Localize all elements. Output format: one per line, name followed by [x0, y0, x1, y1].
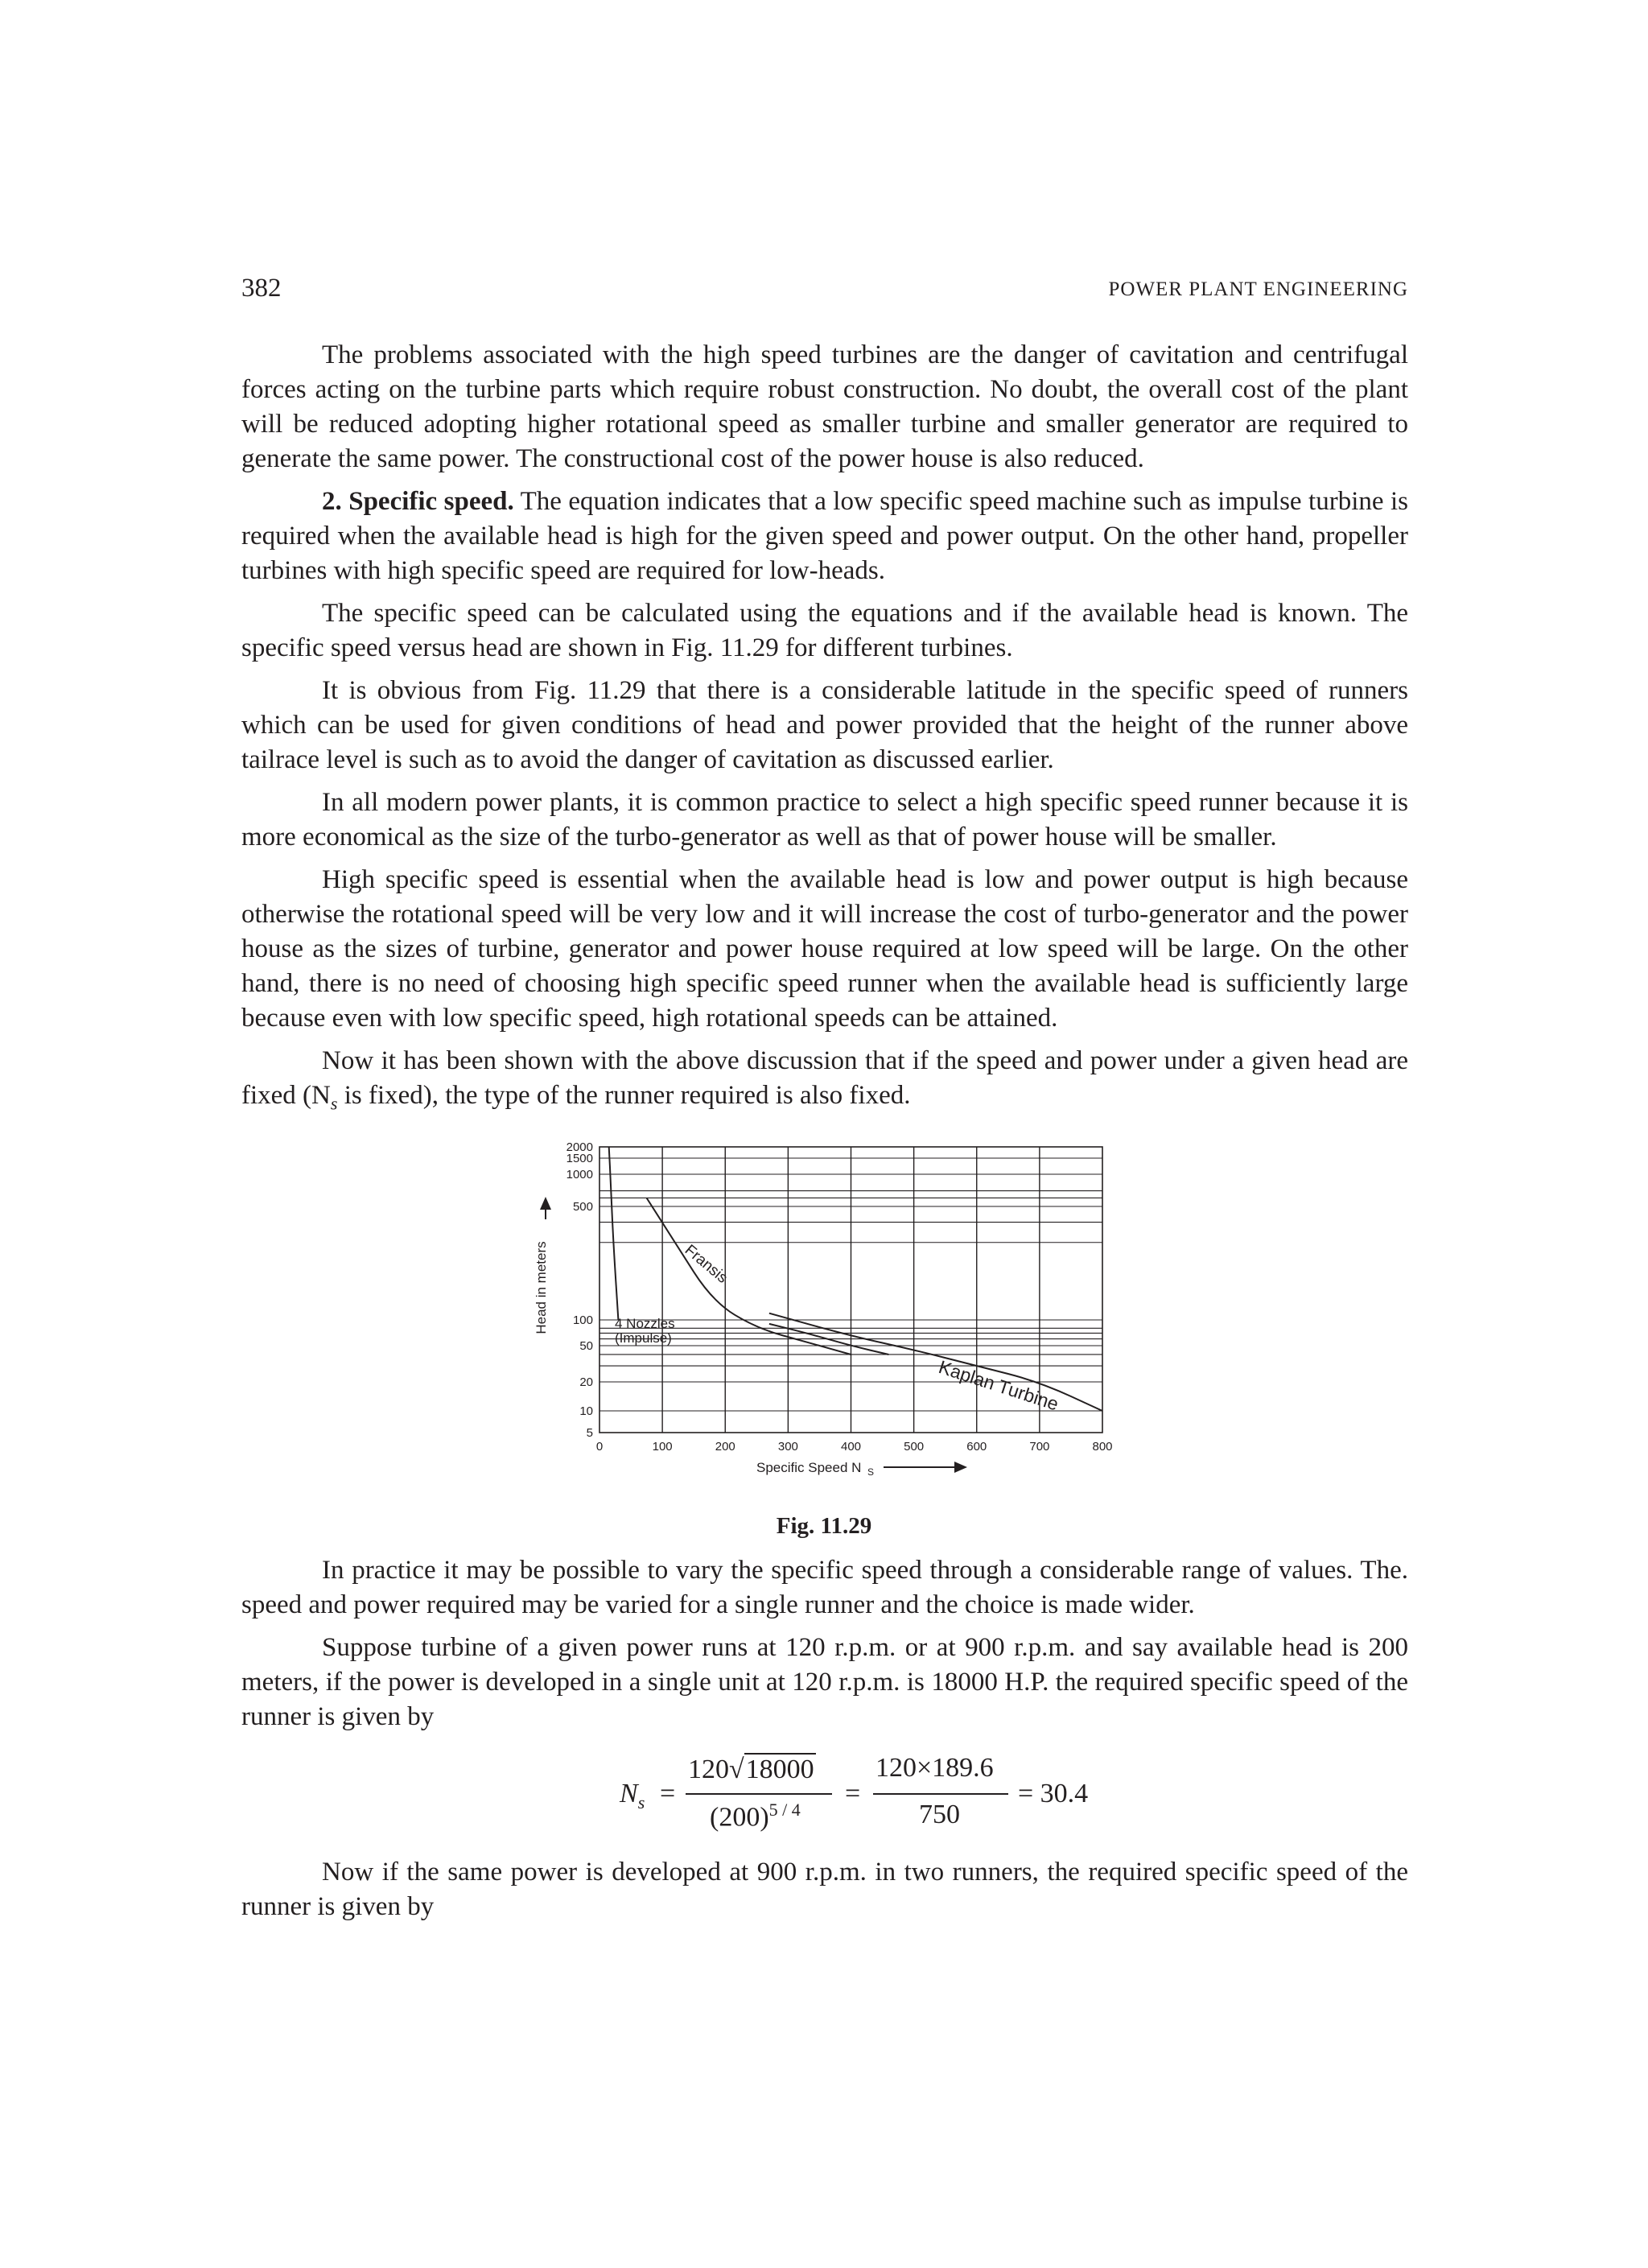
x-axis-title-subscript: S: [867, 1466, 875, 1478]
y-tick-label: 5: [586, 1426, 593, 1440]
annotation-kaplan-turbine: Kaplan Turbine: [936, 1356, 1061, 1415]
y-tick-label: 100: [572, 1313, 593, 1327]
equals-sign: =: [660, 1779, 676, 1808]
y-axis-arrow-head: [540, 1197, 551, 1210]
page-header: [241, 274, 1408, 314]
x-tick-label: 600: [966, 1440, 987, 1454]
y-tick-label: 1000: [566, 1168, 593, 1181]
y-tick-label: 50: [579, 1339, 593, 1353]
x-tick-label: 300: [777, 1440, 798, 1454]
numerator-1: 120√18000: [688, 1755, 814, 1784]
y-tick-label: 10: [579, 1404, 593, 1418]
paragraph: The problems associated with the high speed turbines are the danger of cavitation and centrifugal forces acting on the turbine parts which require robust construction. No doubt, the overall cost of the plant will be reduced adopting higher rotational speed as smaller turbine and smaller generator are required to generate the same power. The constructional cost of the power house is also reduced.: [241, 340, 1408, 473]
figure-11-29: [523, 1139, 1135, 1493]
x-tick-label: 700: [1029, 1440, 1050, 1454]
x-tick-label: 500: [904, 1440, 925, 1454]
fraction-line-1: [686, 1793, 832, 1795]
annotation-impulse: (Impulse): [615, 1330, 672, 1346]
paragraph: It is obvious from Fig. 11.29 that there is a considerable latitude in the specific speed of runners which can be used for given conditions of head and power provided that the height of the runner above tailrace level is such as to avoid the danger of cavitation as discussed earlier.: [241, 676, 1408, 774]
denominator-exponent: 5 / 4: [768, 1800, 801, 1820]
paragraph: In all modern power plants, it is common practice to select a high specific speed runner because it is more economical as the size of the turbo-generator as well as that of power house will be smaller.: [241, 788, 1408, 852]
chart-curves: [609, 1147, 1102, 1411]
text-run: Now it has been shown with the above discussion that if the speed and power under a given head are fixed (N: [241, 1046, 1408, 1110]
y-tick-label: 20: [579, 1375, 593, 1389]
x-tick-label: 100: [652, 1440, 673, 1454]
x-tick-label: 400: [840, 1440, 862, 1454]
x-axis-title: Specific Speed N: [756, 1460, 862, 1475]
body-text-middle: [241, 1553, 1408, 1742]
figure-caption: Fig. 11.29: [776, 1513, 872, 1539]
x-axis-arrow-head: [954, 1462, 967, 1473]
y-axis-title: Head in meters: [534, 1241, 549, 1334]
denominator-2: 750: [919, 1800, 960, 1829]
head-vs-specific-speed-chart: [523, 1139, 1135, 1493]
radicand: 18000: [745, 1755, 814, 1784]
section-heading: 2. Specific speed.: [322, 487, 514, 516]
denominator-1: [710, 1800, 801, 1833]
curve-fransis: [647, 1198, 851, 1355]
fraction-line-2: [873, 1793, 1008, 1795]
lhs-symbol: N: [620, 1779, 638, 1808]
x-tick-label: 200: [715, 1440, 735, 1454]
y-tick-label: 2000: [566, 1140, 593, 1154]
running-head: POWER PLANT ENGINEERING: [1108, 278, 1408, 300]
paragraph: High specific speed is essential when the available head is low and power output is high because otherwise the rotational speed will be very low and it will increase the cost of turbo-generator and the power house as the sizes of turbine, generator and power house required at low speed will be large. On the other hand, there is no need of choosing high specific speed runner when the available head is sufficiently large because even with low specific speed, high rotational speeds can be attained.: [241, 865, 1408, 1033]
equation-lhs: [620, 1779, 645, 1813]
y-tick-label: 500: [572, 1200, 593, 1214]
body-text-top: [241, 338, 1408, 1129]
annotation-fransis: Fransis: [681, 1241, 731, 1287]
specific-speed-equation: [620, 1753, 1089, 1841]
paragraph-runner-fixed: [241, 1044, 1408, 1121]
denominator-base: (200): [710, 1802, 769, 1833]
paragraph-specific-speed: [241, 485, 1408, 588]
equals-sign: =: [845, 1779, 861, 1808]
page-number: 382: [241, 274, 282, 303]
text-run: is fixed), the type of the runner required is also fixed.: [337, 1081, 911, 1110]
curve-4-nozzles-impulse-: [609, 1147, 619, 1320]
y-tick-label: 1500: [566, 1152, 593, 1165]
paragraph: The specific speed can be calculated using the equations and if the available head is known. The specific speed versus head are shown in Fig. 11.29 for different turbines.: [241, 599, 1408, 662]
annotation-4-nozzles: 4 Nozzles: [615, 1316, 675, 1331]
equation-result: = 30.4: [1018, 1779, 1089, 1808]
x-tick-label: 0: [595, 1440, 604, 1454]
paragraph-body: The equation indicates that a low specific speed machine such as impulse turbine is required when the available head is high for the given speed and power output. On the other hand, propeller turbines with high specific speed are required for low-heads.: [241, 487, 1408, 585]
body-text-bottom: [241, 1855, 1408, 1932]
coefficient: 120: [688, 1755, 729, 1784]
paragraph: Now if the same power is developed at 900 r.p.m. in two runners, the required specific speed of the runner is given by: [241, 1858, 1408, 1921]
numerator-2: 120×189.6: [876, 1753, 994, 1783]
lhs-subscript: s: [637, 1792, 645, 1812]
x-tick-label: 800: [1092, 1440, 1113, 1454]
paragraph: In practice it may be possible to vary the specific speed through a considerable range of values. The. speed and power required may be varied for a single runner and the choice is made wider.: [241, 1556, 1408, 1619]
paragraph: Suppose turbine of a given power runs at 120 r.p.m. or at 900 r.p.m. and say available head is 200 meters, if the power is developed in a single unit at 120 r.p.m. is 18000 H.P. the required specific speed of the runner is given by: [241, 1633, 1408, 1731]
subscript: s: [330, 1093, 338, 1114]
